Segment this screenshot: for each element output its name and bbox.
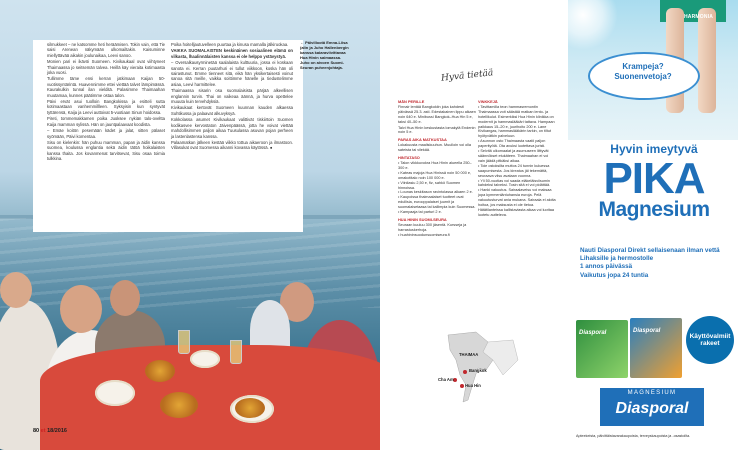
food-dish (145, 360, 175, 382)
food-dish (235, 398, 265, 418)
section-text: • Talon vikkkuvokra Hua Hinin alueella 250–300 e. • Kateas majoja Hua Hinissä noin 50 000 e, omakotitalo noin 100 000 e. • Viinilasiu 2,50 e, fiz, sahkö Suomen hinnoissa. • Lounas keskitason ravintolassa alkaen 2 e. • Kaupoissa thaimaalaiset tuotteet ovat edullisia, eurooppalaiset juurnit ja suomalaisetaasa tai kallimpia kuin Suomessa. • Kampaaja tai parturi 2 e. (398, 160, 476, 215)
food-dish (160, 392, 198, 418)
paragraph: – Oversalkausyrminetää saalalaista kulttuuria, jossa ei koskaan sanota ei. Kerran puutarhuri ei tullut viikkoon, koska hän oli sairastunut. Emme tienneet sitä, eikä hän yksikertaisesti voinut sanoa sitä meille, vaikka soittimme hänelle ja tiedustelimme asiaa, Leevi harmittelee. (171, 60, 293, 87)
page-number: 80 (33, 428, 40, 434)
runner-leg (698, 8, 716, 113)
thailand-shape (448, 332, 493, 402)
pack-label: Diasporal (579, 330, 607, 336)
section-text: Seuraan kuuluu 300 jäsentä. Kursseja ja harrastuskerhoja. • huahininsuodunsuomiseura.fi (398, 222, 467, 237)
brand-logo-tagline: MAGNESIUM (627, 390, 677, 396)
section-heading: MÄN PERILLE (398, 99, 425, 104)
ad-headline-product: Magnesium (598, 198, 710, 221)
plate (190, 350, 220, 368)
ad-headline-small: Hyvin imeytyvä (610, 142, 698, 156)
section-text: • Tavittamilla teon hammasremontin Thaimaassa voit säästää matkan lento- ja hotellikulut. Esimerkiksi Hua Hinin klinikka on modernit ja hammaslääkäri tattava. Hampaan paikkaus 15–20 e, juurihoito 200 e. Lane Kivikangas, hammaslääkärin tarkin, on tiltut hyötyvätkin palveluun. • Asunnon osto Thaimaasta vaatii paljon paperityötä. Ota avuksi luotettava juristi. • Selvitä ulkomaalat ja asumuseen liittyvät säännökset etukäteen. Thaimaahan ei voi vain jäädä pitkäksi aikaa. • Toie ostoksilta muttos 24 tunnin kuluessa saapumisesta. Jos kireatus jäi tekemättä, seuraava viisu avataan vuonna. • Yli 50-vuotias voi saada eläkeläisviisumin kahdeksi talveksi. Tosin sitä ei voi pidättää. • Hanki vakuutus. Sairaalaveisu voi maksaa jopa kymmeniäntuhansia euroja. Pelä vakuutusturvat ania mukana. Sairaala ei aloita hoitoa, jos maksusta ei ole tietoa. Hätätilanteissa kallistaviasta aikaa voi luottaa luotetu autteleva. (478, 104, 556, 217)
section-text: Lokakuusta maaliskuuhun. Muulloin voi olla sateista tai vilekää. (398, 143, 472, 153)
map-city-label: Cha Am (438, 377, 454, 382)
wine-glass (178, 330, 190, 354)
advertisement (568, 0, 738, 450)
photo-caption: ← Päivillootä Emna-Liisa (alin ja Juho Hallenbergin kanssa kaiaraviivittavaa Hua Hinin saimaassa. Juho on aivoen Suomi-Seuran puheenjohtaja. (300, 40, 349, 70)
paragraph: Kokkolassa asumet Kivikaukaat valittivät tiskiirtoin Suomen kodikasvee kervostaton Jäivenpäässä, jotta he voivat viettää mahdollisimmen paljon aikaa Tuusulassa asuvan pojan perheen ja lastenlastensa kanssa. (171, 117, 293, 139)
article-column-1 (47, 42, 165, 163)
ad-body-line: Lihaksille ja hermostolle (580, 255, 654, 263)
paragraph: Kivikaukaat kertovät Suomeen kuunnan kauden alkaessa Suhtikussa ja palaavat alkuvyksyä. (171, 105, 293, 116)
wine-glass (230, 340, 242, 364)
ready-granules-badge: Käyttövalmiit rakeet (686, 316, 734, 364)
bubble-text: Krampeja? Suonenvetoja? (614, 62, 672, 81)
paragraph: Thaimaassa sisarin osa suomalaisista pärjää alkeellisen englannin turvin. Thai on vaikeaa äännä, ja hurva opettelee muuuta kuin tervehdyksiä. (171, 88, 293, 105)
section-heading: PARAS AIKA MATKUSTAA (398, 137, 447, 143)
ad-body (580, 247, 730, 280)
paragraph: Monien pari ei ikävöi Suomeen. Kivikaukaal ovat viihtyneet Thaimaassa jo seitsemän talvea. Heillä käy vieraita kotimaasta joka vuosi. (47, 59, 165, 76)
ad-body-line: Vaikutus jopa 24 tuntia (580, 271, 649, 279)
paragraph: Tullimme täme ensi kerran jatkimaan Kaijan 50-vuotissyntärintä. Huavennimme ettei viettää talvet lämpimässä. Kaurakulkin tunnal ilan vielditä. Palasimme Thaimaahan muutamaa, kunnes päätimme ostaa talon. (47, 76, 165, 98)
page-footer (33, 428, 67, 434)
map-city-label: Bangkok (469, 368, 487, 373)
section-heading: VINKKEJÄ (478, 99, 498, 104)
section-text: Talvi Hua Hinin keskustasta lomakylä Endenin noin 5 e. (398, 125, 476, 135)
magazine-brand: et (40, 428, 46, 434)
section-heading: HUA HININ SUOMI-SEURA (398, 216, 447, 222)
paragraph: Poika hoitelljautuvelleen puurtaa ja kinusa mamalla jälkiruokaa. (171, 42, 289, 47)
info-title: Hyvä tietää (440, 68, 494, 84)
paragraph: – Emäe koitön pesemään kädet ja jalat, sitten pälaset syömään, Päivi komentaa. (47, 128, 165, 139)
ad-brand-tag: HARMONIA (684, 14, 714, 20)
person-left-head (0, 272, 32, 308)
map-country-label: THAIMAA (459, 352, 479, 357)
article-column-2 (171, 42, 293, 152)
info-column-a (398, 97, 476, 239)
issue-number: 18/2016 (47, 428, 67, 434)
info-column-b (478, 97, 556, 219)
woman-glasses-head (60, 285, 102, 333)
paragraph: VAIKKA SUOMALAISTEN keskinäinen sosiaalinen elämä on vilkasta, lhaalinnälaisten kanssa ei ole helppo ystävystyä. (171, 48, 293, 59)
brand-logo: Diasporal (615, 400, 689, 417)
paragraph: Päivi ervät asui tuolloin Bangkokissa ja esitteli sutta kotimaastaan vanhemmillleen. Syksyisin kun syntyvät tyttärensä, Kaija ja Leevi auttoivat 5-vuotiaan Sinun hoidossa. (47, 99, 165, 115)
product-pack-orange (630, 318, 682, 378)
ad-body-line: Nauti Diasporal Direkt sellaisenaan ilman vettä (580, 247, 720, 254)
map-marker (460, 384, 464, 388)
section-text: Finnair lentää Bangkokiin joka kahdesti päivässä 25.3. asti. Edestakainen lippu alkaen noin 640 e. Minibussi Bangkok–Hua Hin 5 e, taksi 40–50 e. (398, 104, 476, 124)
paragraph: Palaamatkan jälkeen kestää viikko tottua aikaeroon ja ilmastoon. Villasukat ovat Suomessa aikanni kovassa käytössä. ● (171, 139, 293, 151)
ad-headline-large: PIKA (603, 154, 705, 203)
pack-label: Diasporal (633, 328, 661, 334)
ad-footnote: Apteekeista, päivittäistavarakaupoista, terveyskaupoista ja -osastoilta. (576, 434, 691, 438)
plate (95, 380, 135, 406)
paragraph: Sisu on kielenkin: hän puhuu mamman, papan ja äidin kanssa suomea, koulussa englantia sekä äidin tätöä hoikalaisten kanssa thaita. Jos kovanmenat tarvitsevat, Sisu osaa toimia tulkkina. (47, 139, 165, 162)
map-city-label: Hua Hin (465, 383, 481, 388)
ad-body-line: 1 annos päivässä (580, 263, 633, 271)
map-marker (463, 370, 467, 374)
paragraph: silmukkeet – ne katsomme heti heräämisen. Tokin vain, että Tie saisi Arenean näkymään ulkomailtakin. Kaisuminne miellyttävää aikakin joulunaikaa, Leevi sanoo. (47, 42, 165, 58)
section-heading: HINTATASO (398, 155, 420, 161)
paragraph: Pireti, tommemakkamen poika Juoksee nykiän talo-oveltta Kaija mamman sylissä. Hän on jauntpalaavaat koodista. (47, 116, 165, 127)
product-pack-green (576, 320, 628, 378)
woman-center-head (110, 280, 140, 316)
